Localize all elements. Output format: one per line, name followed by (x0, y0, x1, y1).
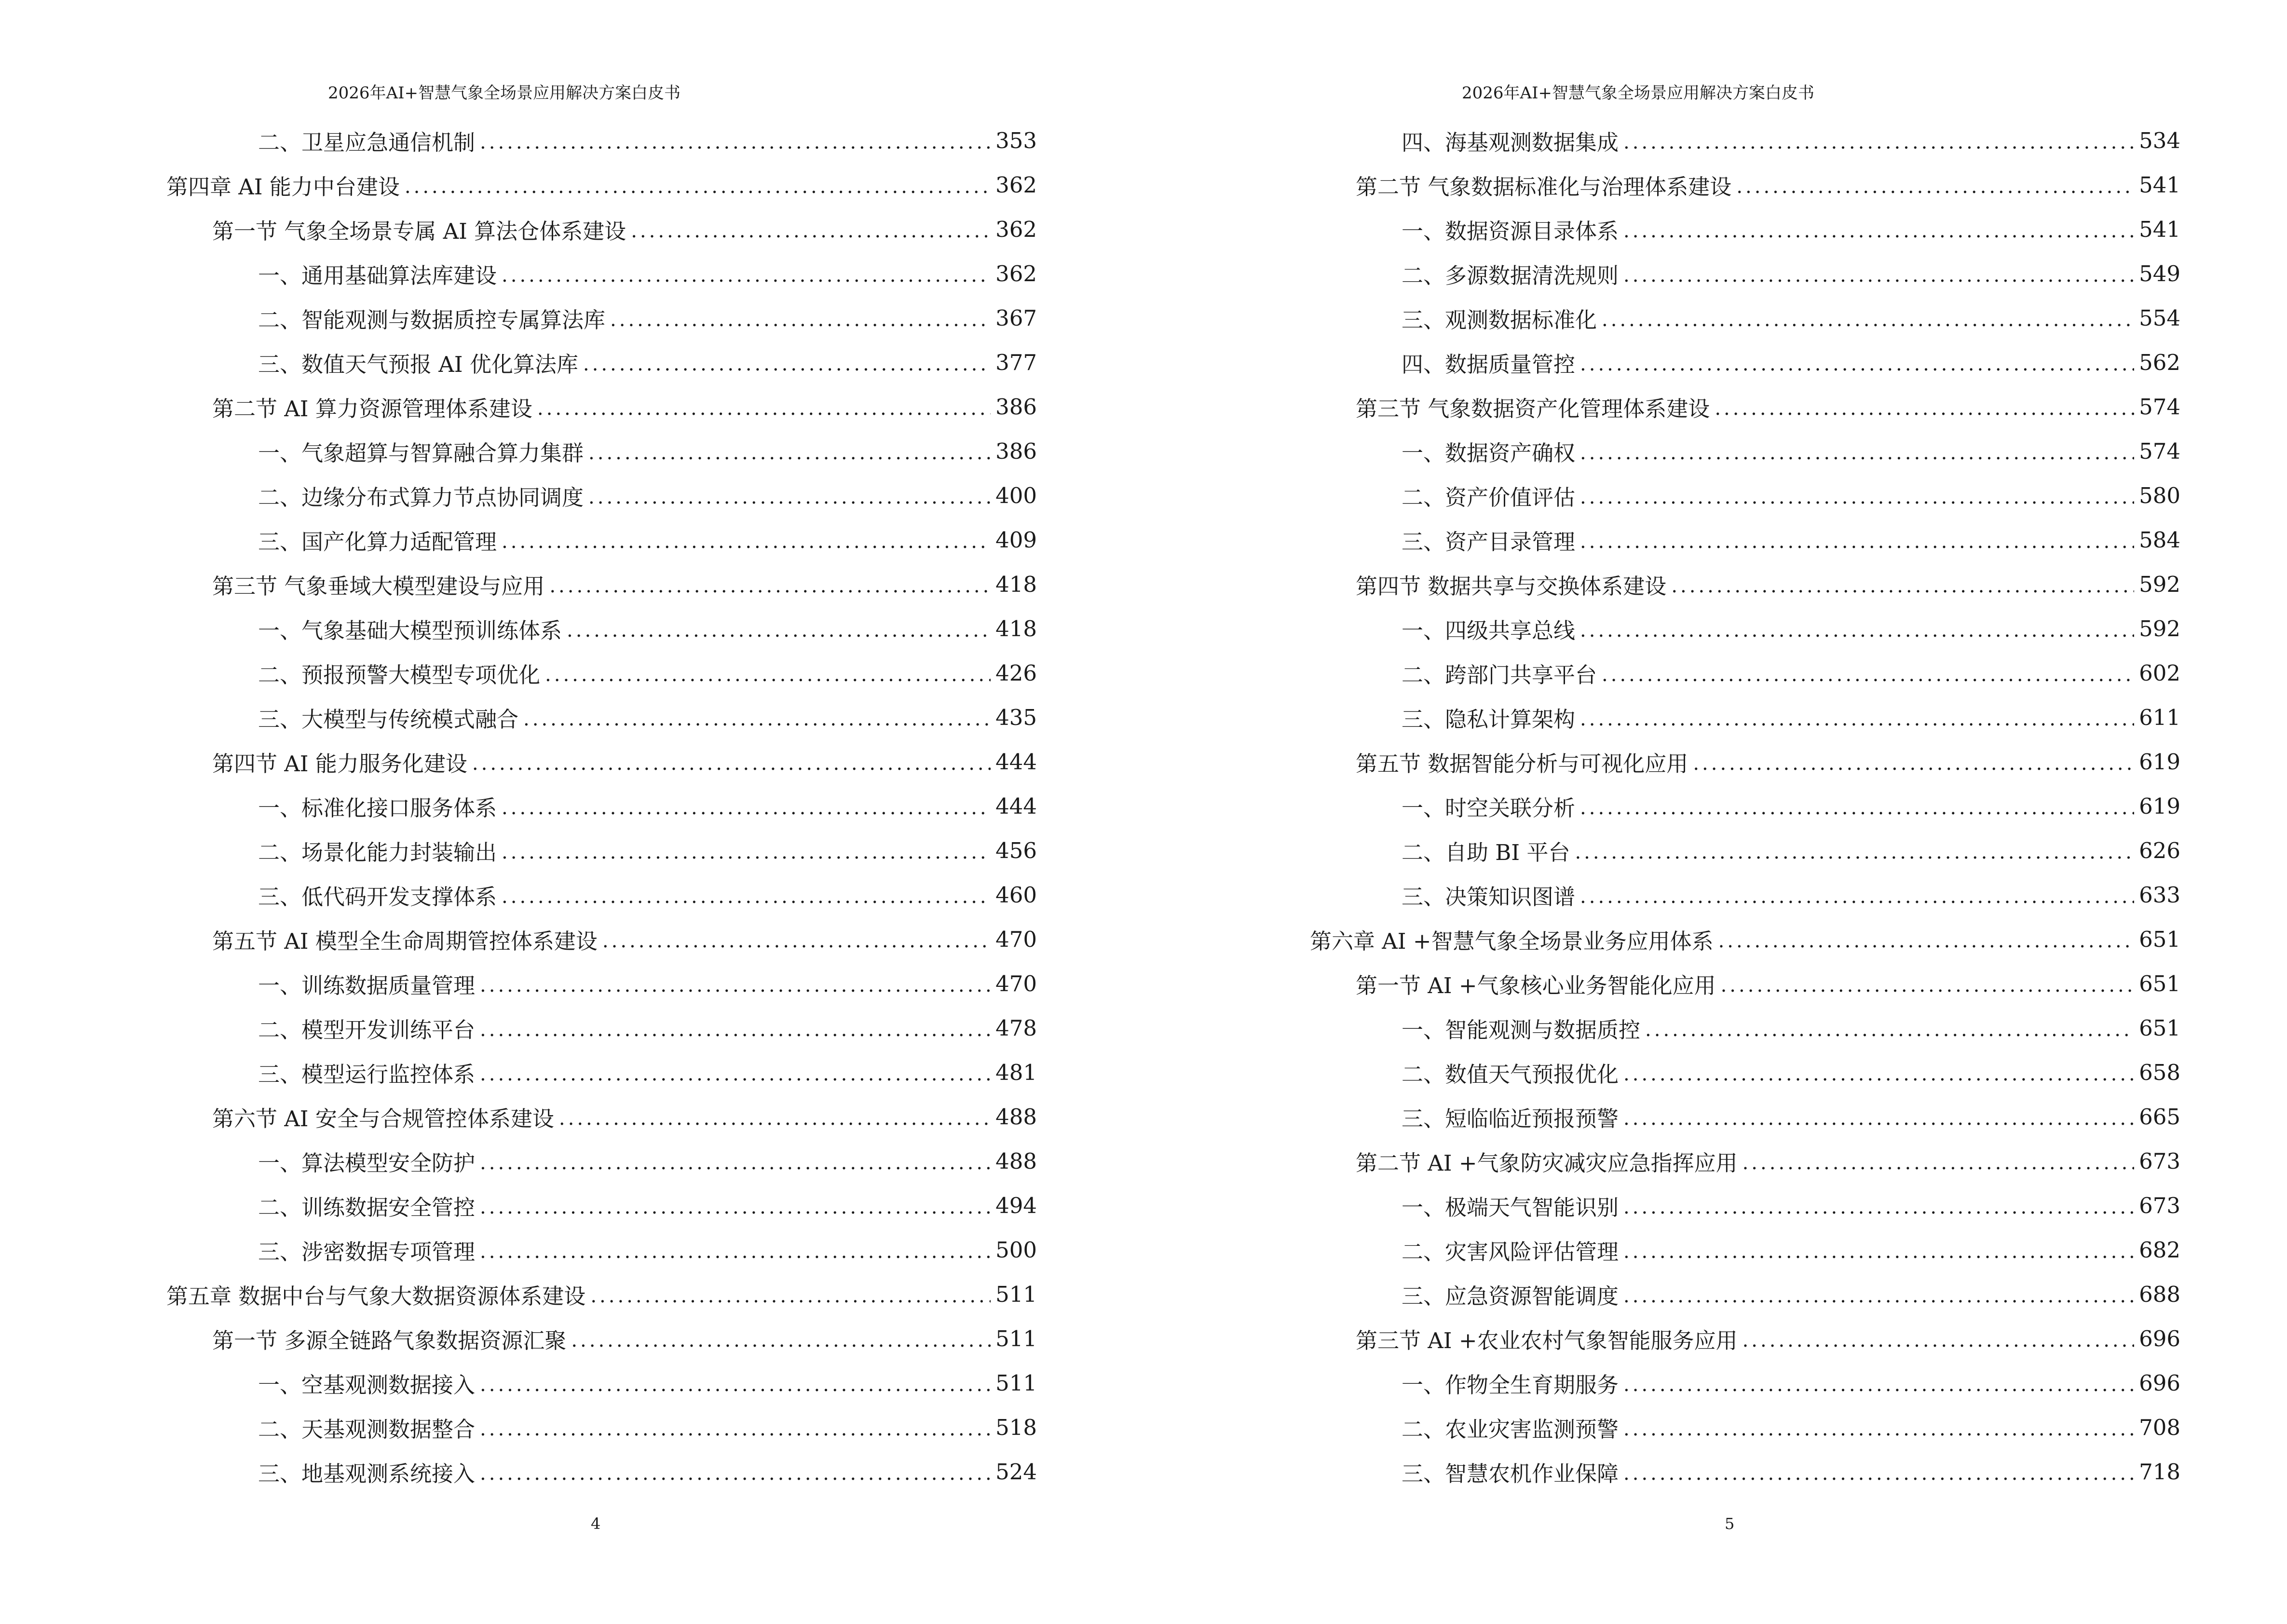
toc-entry-page: 580 (2139, 482, 2180, 508)
toc-subsection-entry[interactable] (1310, 429, 2180, 473)
dot-leader (1721, 974, 2135, 996)
toc-entry-title: 第三节 AI +农业农村气象智能服务应用 (1356, 1327, 1738, 1353)
toc-subsection-entry[interactable] (166, 1361, 1037, 1405)
toc-section-entry[interactable] (166, 917, 1037, 961)
dot-leader (480, 1152, 991, 1174)
dot-leader (1715, 397, 2134, 420)
toc-entry-page: 626 (2139, 837, 2180, 863)
toc-entry-title: 第六节 AI 安全与合规管控体系建设 (212, 1105, 554, 1132)
dot-leader (480, 1241, 991, 1263)
toc-entry-page: 619 (2139, 749, 2180, 775)
toc-chapter-entry[interactable] (1310, 917, 2180, 961)
dot-leader (472, 752, 991, 775)
toc-subsection-entry[interactable] (166, 828, 1037, 873)
toc-entry-page: 658 (2139, 1059, 2180, 1085)
dot-leader (1580, 619, 2134, 641)
dot-leader (502, 797, 991, 819)
dot-leader (502, 264, 991, 287)
toc-entry-title: 四、数据质量管控 (1402, 351, 1576, 377)
dot-leader (1580, 442, 2134, 464)
toc-entry-title: 三、短临临近预报预警 (1402, 1105, 1619, 1132)
toc-entry-page: 362 (995, 172, 1037, 198)
toc-entry-title: 三、观测数据标准化 (1402, 307, 1597, 333)
toc-entry-page: 478 (995, 1015, 1037, 1041)
toc-subsection-entry[interactable] (166, 784, 1037, 828)
right-page (1144, 0, 2287, 1624)
toc-entry-page: 651 (2139, 970, 2180, 996)
toc-entry-title: 第三节 气象数据资产化管理体系建设 (1356, 396, 1710, 422)
toc-subsection-entry[interactable] (166, 340, 1037, 384)
toc-section-entry[interactable] (166, 1316, 1037, 1361)
toc-subsection-entry[interactable] (1310, 873, 2180, 917)
toc-entry-title: 四、海基观测数据集成 (1402, 129, 1619, 155)
dot-leader (480, 974, 991, 996)
dot-leader (571, 1329, 991, 1351)
toc-entry-title: 二、灾害风险评估管理 (1402, 1239, 1619, 1265)
toc-subsection-entry[interactable] (1310, 251, 2180, 296)
toc-entry-page: 400 (995, 482, 1037, 508)
toc-entry-title: 三、模型运行监控体系 (258, 1061, 476, 1087)
toc-entry-title: 一、训练数据质量管理 (258, 972, 476, 998)
dot-leader (480, 1374, 991, 1396)
toc-subsection-entry[interactable] (166, 695, 1037, 739)
toc-entry-title: 一、通用基础算法库建设 (258, 262, 497, 288)
toc-chapter-entry[interactable] (166, 1272, 1037, 1316)
toc-entry-title: 二、训练数据安全管控 (258, 1194, 476, 1220)
toc-section-entry[interactable] (1310, 1316, 2180, 1361)
toc-entry-title: 三、大模型与传统模式融合 (258, 706, 519, 732)
toc-entry-page: 541 (2139, 172, 2180, 198)
toc-subsection-entry[interactable] (166, 1405, 1037, 1449)
toc-entry-title: 第一节 AI +气象核心业务智能化应用 (1356, 972, 1716, 998)
toc-entry-title: 三、低代码开发支撑体系 (258, 884, 497, 910)
dot-leader (480, 1063, 991, 1085)
toc-subsection-entry[interactable] (166, 429, 1037, 473)
toc-section-entry[interactable] (1310, 384, 2180, 429)
toc-entry-title: 第四节 AI 能力服务化建设 (212, 751, 467, 777)
toc-entry-page: 541 (2139, 216, 2180, 242)
dot-leader (480, 131, 991, 153)
toc-section-entry[interactable] (166, 207, 1037, 251)
dot-leader (502, 531, 991, 553)
dot-leader (502, 841, 991, 863)
toc-section-entry[interactable] (166, 384, 1037, 429)
toc-entry-title: 二、边缘分布式算力节点协同调度 (258, 484, 584, 510)
dot-leader (590, 1285, 991, 1307)
toc-entry-page: 688 (2139, 1281, 2180, 1307)
dot-leader (1623, 131, 2134, 153)
toc-entry-title: 一、数据资源目录体系 (1402, 218, 1619, 244)
toc-subsection-entry[interactable] (1310, 1228, 2180, 1272)
toc-entry-page: 488 (995, 1148, 1037, 1174)
toc-entry-page: 470 (995, 970, 1037, 996)
toc-entry-page: 444 (995, 749, 1037, 775)
toc-entry-title: 第二节 气象数据标准化与治理体系建设 (1356, 174, 1732, 200)
dot-leader (1580, 797, 2134, 819)
toc-entry-page: 673 (2139, 1192, 2180, 1218)
toc-entry-page: 377 (995, 349, 1037, 375)
toc-entry-page: 602 (2139, 660, 2180, 686)
toc-entry-page: 696 (2139, 1325, 2180, 1351)
toc-subsection-entry[interactable] (166, 651, 1037, 695)
dot-leader (1602, 664, 2134, 686)
toc-entry-page: 673 (2139, 1148, 2180, 1174)
dot-leader (1580, 531, 2134, 553)
toc-entry-page: 574 (2139, 394, 2180, 420)
toc-entry-page: 418 (995, 615, 1037, 641)
dot-leader (1645, 1019, 2134, 1041)
dot-leader (1623, 1285, 2134, 1307)
dot-leader (537, 397, 991, 420)
toc-entry-page: 592 (2139, 615, 2180, 641)
toc-entry-page: 418 (995, 571, 1037, 597)
dot-leader (502, 886, 991, 908)
toc-subsection-entry[interactable] (1310, 651, 2180, 695)
toc-subsection-entry[interactable] (166, 518, 1037, 562)
toc-entry-title: 二、智能观测与数据质控专属算法库 (258, 307, 606, 333)
toc-entry-title: 二、数值天气预报优化 (1402, 1061, 1619, 1087)
dot-leader (1623, 1107, 2134, 1130)
running-header: 2026年AI+智慧气象全场景应用解决方案白皮书 (328, 83, 681, 103)
dot-leader (1623, 1374, 2134, 1396)
toc-subsection-entry[interactable] (1310, 606, 2180, 651)
dot-leader (1623, 1462, 2134, 1485)
dot-leader (631, 220, 991, 242)
toc-entry-title: 一、气象基础大模型预训练体系 (258, 617, 562, 643)
dot-leader (588, 442, 991, 464)
toc-subsection-entry[interactable] (166, 1139, 1037, 1183)
toc-subsection-entry[interactable] (1310, 207, 2180, 251)
table-of-contents (166, 118, 1037, 1494)
toc-entry-page: 386 (995, 438, 1037, 464)
toc-entry-title: 二、农业灾害监测预警 (1402, 1416, 1619, 1442)
toc-entry-title: 第三节 气象垂域大模型建设与应用 (212, 573, 545, 599)
dot-leader (405, 176, 991, 198)
dot-leader (549, 575, 991, 597)
toc-entry-page: 696 (2139, 1370, 2180, 1396)
toc-entry-title: 三、国产化算力适配管理 (258, 529, 497, 555)
dot-leader (1693, 752, 2134, 775)
toc-entry-page: 518 (995, 1414, 1037, 1440)
toc-entry-page: 562 (2139, 349, 2180, 375)
toc-subsection-entry[interactable] (1310, 1094, 2180, 1139)
toc-subsection-entry[interactable] (166, 473, 1037, 518)
toc-subsection-entry[interactable] (1310, 518, 2180, 562)
toc-entry-page: 524 (995, 1459, 1037, 1485)
toc-entry-page: 435 (995, 704, 1037, 730)
toc-subsection-entry[interactable] (1310, 340, 2180, 384)
toc-entry-page: 682 (2139, 1237, 2180, 1263)
toc-section-entry[interactable] (1310, 739, 2180, 784)
toc-entry-title: 一、时空关联分析 (1402, 795, 1576, 821)
toc-entry-title: 二、资产价值评估 (1402, 484, 1576, 510)
dot-leader (567, 619, 991, 641)
dot-leader (1580, 353, 2134, 375)
toc-entry-title: 二、预报预警大模型专项优化 (258, 662, 541, 688)
toc-entry-title: 第四章 AI 能力中台建设 (166, 174, 400, 200)
dot-leader (1718, 930, 2135, 952)
toc-subsection-entry[interactable] (1310, 695, 2180, 739)
toc-entry-title: 三、决策知识图谱 (1402, 884, 1576, 910)
toc-entry-page: 511 (995, 1370, 1037, 1396)
toc-subsection-entry[interactable] (166, 1183, 1037, 1228)
toc-section-entry[interactable] (1310, 562, 2180, 606)
toc-section-entry[interactable] (1310, 1139, 2180, 1183)
toc-entry-title: 二、跨部门共享平台 (1402, 662, 1597, 688)
toc-entry-page: 611 (2139, 704, 2180, 730)
dot-leader (602, 930, 991, 952)
dot-leader (480, 1418, 991, 1440)
dot-leader (1580, 708, 2134, 730)
toc-entry-page: 633 (2139, 882, 2180, 908)
toc-entry-title: 二、场景化能力封装输出 (258, 839, 497, 865)
toc-entry-title: 二、卫星应急通信机制 (258, 129, 476, 155)
toc-entry-page: 708 (2139, 1414, 2180, 1440)
dot-leader (1623, 264, 2134, 287)
toc-subsection-entry[interactable] (166, 118, 1037, 163)
toc-entry-title: 三、资产目录管理 (1402, 529, 1576, 555)
dot-leader (559, 1107, 991, 1130)
toc-section-entry[interactable] (166, 562, 1037, 606)
dot-leader (1623, 1196, 2134, 1218)
dot-leader (1742, 1152, 2135, 1174)
toc-entry-title: 二、多源数据清洗规则 (1402, 262, 1619, 288)
dot-leader (1623, 1241, 2134, 1263)
toc-entry-page: 362 (995, 216, 1037, 242)
toc-entry-title: 三、地基观测系统接入 (258, 1460, 476, 1487)
toc-subsection-entry[interactable] (1310, 784, 2180, 828)
toc-entry-page: 386 (995, 394, 1037, 420)
toc-entry-page: 651 (2139, 1015, 2180, 1041)
toc-entry-title: 第五章 数据中台与气象大数据资源体系建设 (166, 1283, 586, 1309)
toc-section-entry[interactable] (1310, 961, 2180, 1006)
toc-entry-page: 470 (995, 926, 1037, 952)
toc-entry-title: 三、涉密数据专项管理 (258, 1239, 476, 1265)
toc-subsection-entry[interactable] (166, 1050, 1037, 1094)
dot-leader (1623, 1418, 2134, 1440)
toc-entry-page: 460 (995, 882, 1037, 908)
toc-subsection-entry[interactable] (1310, 1405, 2180, 1449)
dot-leader (480, 1196, 991, 1218)
dot-leader (588, 486, 991, 508)
toc-entry-title: 一、数据资产确权 (1402, 440, 1576, 466)
toc-subsection-entry[interactable] (166, 873, 1037, 917)
toc-entry-page: 500 (995, 1237, 1037, 1263)
toc-entry-title: 第五节 AI 模型全生命周期管控体系建设 (212, 928, 598, 954)
toc-entry-page: 488 (995, 1104, 1037, 1130)
toc-entry-page: 481 (995, 1059, 1037, 1085)
toc-entry-title: 第四节 数据共享与交换体系建设 (1356, 573, 1667, 599)
toc-entry-title: 一、气象超算与智算融合算力集群 (258, 440, 584, 466)
toc-entry-title: 三、智慧农机作业保障 (1402, 1460, 1619, 1487)
dot-leader (1742, 1329, 2135, 1351)
toc-subsection-entry[interactable] (1310, 1361, 2180, 1405)
dot-leader (1623, 1063, 2134, 1085)
dot-leader (545, 664, 991, 686)
toc-entry-title: 第二节 AI +气象防灾减灾应急指挥应用 (1356, 1150, 1738, 1176)
toc-subsection-entry[interactable] (1310, 473, 2180, 518)
toc-entry-title: 一、作物全生育期服务 (1402, 1372, 1619, 1398)
toc-entry-title: 一、空基观测数据接入 (258, 1372, 476, 1398)
toc-entry-title: 一、标准化接口服务体系 (258, 795, 497, 821)
toc-entry-page: 511 (995, 1281, 1037, 1307)
running-header: 2026年AI+智慧气象全场景应用解决方案白皮书 (1462, 83, 1814, 103)
toc-entry-title: 三、应急资源智能调度 (1402, 1283, 1619, 1309)
toc-entry-page: 574 (2139, 438, 2180, 464)
toc-entry-page: 494 (995, 1192, 1037, 1218)
toc-entry-title: 三、隐私计算架构 (1402, 706, 1576, 732)
toc-subsection-entry[interactable] (166, 251, 1037, 296)
dot-leader (1580, 886, 2134, 908)
toc-subsection-entry[interactable] (1310, 118, 2180, 163)
toc-subsection-entry[interactable] (1310, 1050, 2180, 1094)
dot-leader (1580, 486, 2134, 508)
dot-leader (1575, 841, 2134, 863)
toc-entry-page: 718 (2139, 1459, 2180, 1485)
toc-subsection-entry[interactable] (1310, 1272, 2180, 1316)
toc-entry-page: 353 (995, 127, 1037, 153)
toc-entry-page: 362 (995, 260, 1037, 287)
dot-leader (480, 1462, 991, 1485)
toc-section-entry[interactable] (166, 739, 1037, 784)
dot-leader (610, 309, 991, 331)
toc-entry-page: 444 (995, 793, 1037, 819)
toc-entry-title: 第一节 气象全场景专属 AI 算法仓体系建设 (212, 218, 626, 244)
toc-subsection-entry[interactable] (1310, 296, 2180, 340)
dot-leader (1623, 220, 2134, 242)
toc-entry-page: 409 (995, 527, 1037, 553)
toc-entry-page: 619 (2139, 793, 2180, 819)
toc-subsection-entry[interactable] (166, 1228, 1037, 1272)
toc-section-entry[interactable] (1310, 163, 2180, 207)
toc-subsection-entry[interactable] (166, 606, 1037, 651)
toc-section-entry[interactable] (166, 1094, 1037, 1139)
toc-subsection-entry[interactable] (166, 296, 1037, 340)
toc-subsection-entry[interactable] (1310, 1449, 2180, 1494)
dot-leader (1602, 309, 2134, 331)
toc-entry-title: 一、智能观测与数据质控 (1402, 1017, 1641, 1043)
toc-subsection-entry[interactable] (166, 1449, 1037, 1494)
toc-entry-title: 一、四级共享总线 (1402, 617, 1576, 643)
toc-subsection-entry[interactable] (1310, 1006, 2180, 1050)
toc-entry-title: 第二节 AI 算力资源管理体系建设 (212, 396, 532, 422)
toc-entry-title: 第五节 数据智能分析与可视化应用 (1356, 751, 1688, 777)
dot-leader (480, 1019, 991, 1041)
toc-subsection-entry[interactable] (166, 961, 1037, 1006)
toc-entry-page: 549 (2139, 260, 2180, 287)
toc-entry-page: 367 (995, 305, 1037, 331)
toc-entry-title: 第六章 AI +智慧气象全场景业务应用体系 (1310, 928, 1714, 954)
toc-entry-page: 456 (995, 837, 1037, 863)
page-number: 4 (591, 1515, 601, 1533)
toc-subsection-entry[interactable] (1310, 828, 2180, 873)
toc-entry-title: 二、天基观测数据整合 (258, 1416, 476, 1442)
toc-chapter-entry[interactable] (166, 163, 1037, 207)
table-of-contents (1310, 118, 2180, 1494)
page-number: 5 (1725, 1515, 1735, 1533)
toc-entry-title: 二、自助 BI 平台 (1402, 839, 1570, 865)
toc-entry-title: 三、数值天气预报 AI 优化算法库 (258, 351, 578, 377)
toc-entry-page: 665 (2139, 1104, 2180, 1130)
toc-entry-page: 554 (2139, 305, 2180, 331)
dot-leader (1671, 575, 2134, 597)
toc-entry-page: 534 (2139, 127, 2180, 153)
toc-subsection-entry[interactable] (166, 1006, 1037, 1050)
toc-entry-title: 第一节 多源全链路气象数据资源汇聚 (212, 1327, 567, 1353)
toc-entry-title: 一、算法模型安全防护 (258, 1150, 476, 1176)
toc-entry-title: 二、模型开发训练平台 (258, 1017, 476, 1043)
toc-entry-page: 511 (995, 1325, 1037, 1351)
toc-entry-page: 426 (995, 660, 1037, 686)
dot-leader (1736, 176, 2134, 198)
dot-leader (583, 353, 991, 375)
dot-leader (523, 708, 991, 730)
toc-entry-page: 584 (2139, 527, 2180, 553)
toc-entry-page: 592 (2139, 571, 2180, 597)
toc-subsection-entry[interactable] (1310, 1183, 2180, 1228)
toc-entry-page: 651 (2139, 926, 2180, 952)
toc-entry-title: 一、极端天气智能识别 (1402, 1194, 1619, 1220)
